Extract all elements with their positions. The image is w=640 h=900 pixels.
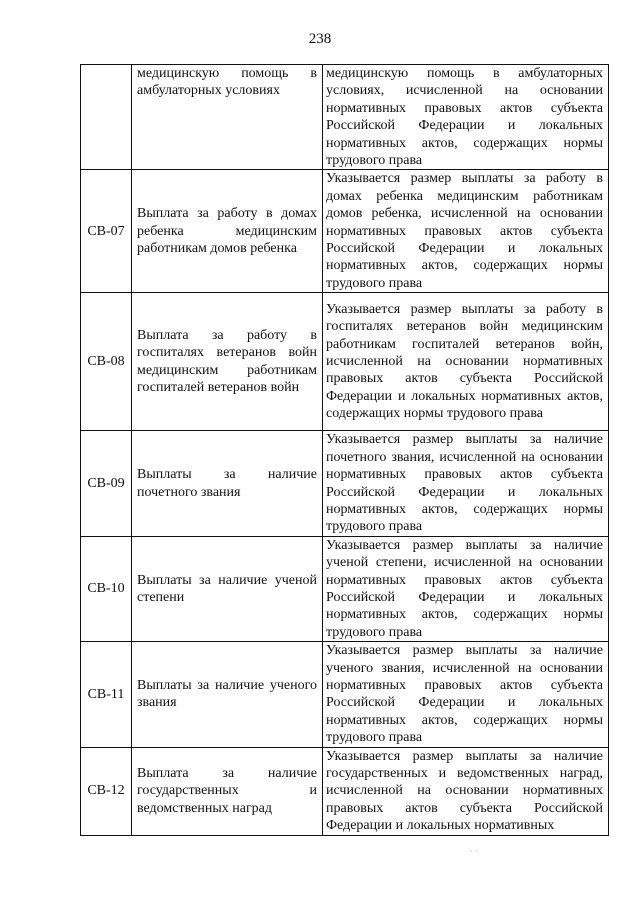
table-row	[81, 536, 609, 641]
page-number: 238	[308, 31, 332, 47]
table-row	[81, 65, 609, 170]
row-code: СВ-09	[81, 431, 132, 536]
scan-speck: · ·	[470, 846, 479, 856]
row-description: Указывается размер выплаты за наличие ученой степени, исчисленной на основании нормативных правовых актов субъекта Российской Федерации и локальных нормативных актов, содержащих нормы трудового права	[323, 536, 609, 641]
row-name: Выплата за работу в домах ребенка медицинским работникам домов ребенка	[132, 170, 323, 293]
table-row	[81, 747, 609, 835]
row-name: Выплаты за наличие ученого звания	[132, 642, 323, 747]
row-description: Указывается размер выплаты за работу в домах ребенка медицинским работникам домов ребенка, исчисленной на основании нормативных правовых актов субъекта Российской Федерации и локальных нормативных актов, содержащих нормы трудового права	[323, 170, 609, 293]
table-row	[81, 642, 609, 747]
payment-codes-table	[80, 64, 609, 836]
row-code: СВ-07	[81, 170, 132, 293]
row-code	[81, 65, 132, 170]
row-description: Указывается размер выплаты за наличие ученого звания, исчисленной на основании нормативных правовых актов субъекта Российской Федерации и локальных нормативных актов, содержащих нормы трудового права	[323, 642, 609, 747]
row-code: СВ-11	[81, 642, 132, 747]
table-row	[81, 431, 609, 536]
row-description: медицинскую помощь в амбулаторных условиях, исчисленной на основании нормативных правовых актов субъекта Российской Федерации и локальных нормативных актов, содержащих нормы трудового права	[323, 65, 609, 170]
row-code: СВ-12	[81, 747, 132, 835]
row-code: СВ-08	[81, 293, 132, 431]
row-name: Выплаты за наличие ученой степени	[132, 536, 323, 641]
table-row	[81, 170, 609, 293]
row-code: СВ-10	[81, 536, 132, 641]
table-row	[81, 293, 609, 431]
row-name: Выплата за работу в госпиталях ветеранов войн медицинским работникам госпиталей ветеранов войн	[132, 293, 323, 431]
row-name: Выплаты за наличие почетного звания	[132, 431, 323, 536]
row-description: Указывается размер выплаты за наличие государственных и ведомственных наград, исчисленной на основании нормативных правовых актов субъекта Российской Федерации и локальных нормативных	[323, 747, 609, 835]
row-description: Указывается размер выплаты за работу в госпиталях ветеранов войн медицинским работникам госпиталей ветеранов войн, исчисленной на основании нормативных правовых актов субъекта Российской Федерации и локальных нормативных актов, содержащих нормы трудового права	[323, 293, 609, 431]
row-name: Выплата за наличие государственных и ведомственных наград	[132, 747, 323, 835]
row-name: медицинскую помощь в амбулаторных условиях	[132, 65, 323, 170]
row-description: Указывается размер выплаты за наличие почетного звания, исчисленной на основании нормативных правовых актов субъекта Российской Федерации и локальных нормативных актов, содержащих нормы трудового права	[323, 431, 609, 536]
